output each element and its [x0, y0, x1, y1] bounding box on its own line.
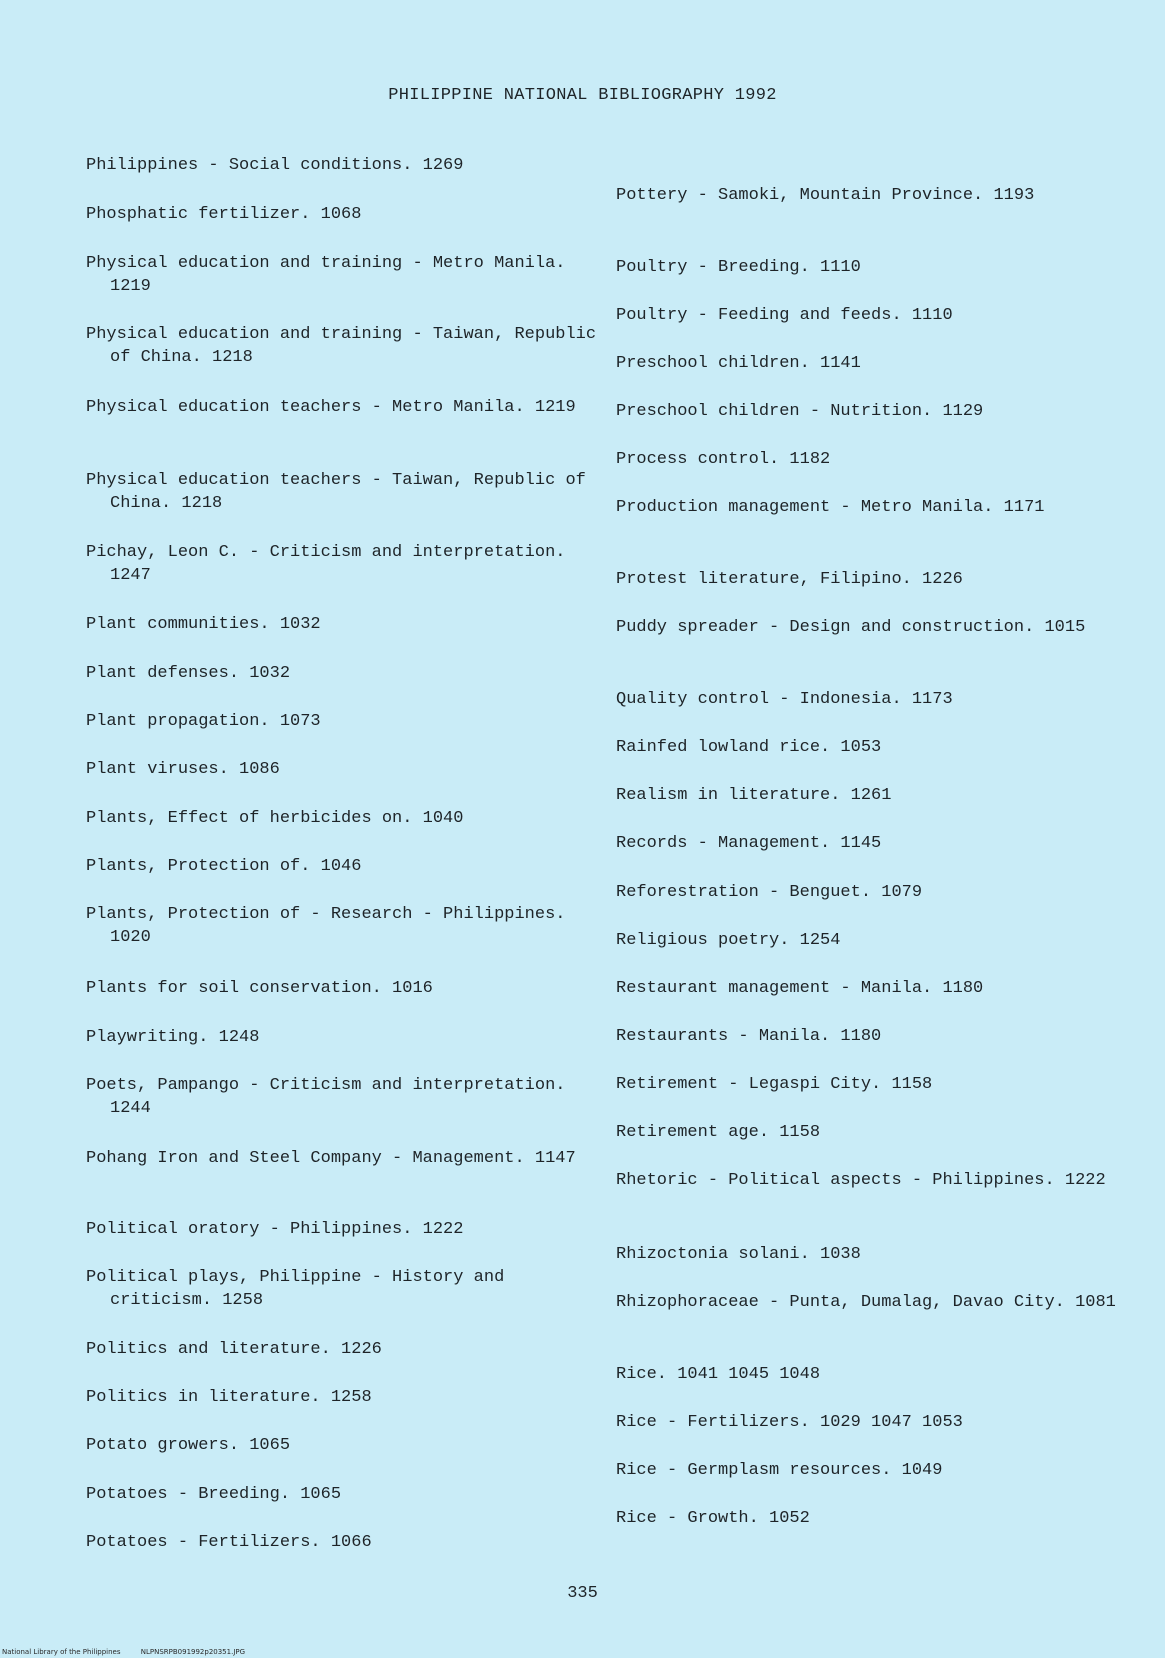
- index-entry: Pottery - Samoki, Mountain Province. 1193: [616, 186, 1035, 205]
- index-entry: Poultry - Breeding. 1110: [616, 258, 861, 277]
- index-entry: Pohang Iron and Steel Company - Management. 1147: [86, 1149, 576, 1168]
- index-entry: Rhetoric - Political aspects - Philippines. 1222: [616, 1171, 1106, 1190]
- index-entry: Physical education and training - Metro Manila. 1219: [86, 254, 566, 296]
- index-entry: Records - Management. 1145: [616, 834, 882, 853]
- index-entry: Rice - Growth. 1052: [616, 1509, 810, 1528]
- index-entry: Plant communities. 1032: [86, 615, 321, 634]
- index-entry: Playwriting. 1248: [86, 1028, 260, 1047]
- index-entry: Phosphatic fertilizer. 1068: [86, 205, 362, 224]
- index-entry: Restaurant management - Manila. 1180: [616, 979, 984, 998]
- index-entry: Pichay, Leon C. - Criticism and interpretation. 1247: [86, 543, 566, 585]
- index-entry: Physical education and training - Taiwan, Republic of China. 1218: [86, 325, 597, 367]
- index-entry: Plant defenses. 1032: [86, 664, 291, 683]
- index-entry: Quality control - Indonesia. 1173: [616, 690, 953, 709]
- index-entry: Process control. 1182: [616, 450, 831, 469]
- index-entry: Plants for soil conservation. 1016: [86, 979, 433, 998]
- file-name: NLPNSRPB091992p20351.JPG: [140, 1648, 246, 1656]
- index-entry: Production management - Metro Manila. 1171: [616, 498, 1045, 517]
- index-entry: Plant viruses. 1086: [86, 760, 280, 779]
- index-entry: Preschool children - Nutrition. 1129: [616, 402, 984, 421]
- index-entry: Plants, Protection of - Research - Philippines. 1020: [86, 905, 566, 947]
- page-number: 335: [567, 1584, 598, 1603]
- index-entry: Politics in literature. 1258: [86, 1388, 372, 1407]
- index-entry: Political plays, Philippine - History and criticism. 1258: [86, 1268, 505, 1310]
- index-entry: Physical education teachers - Metro Manila. 1219: [86, 398, 576, 417]
- index-entry: Puddy spreader - Design and construction. 1015: [616, 618, 1086, 637]
- index-entry: Philippines - Social conditions. 1269: [86, 156, 464, 175]
- index-entry: Physical education teachers - Taiwan, Republic of China. 1218: [86, 471, 586, 513]
- index-entry: Realism in literature. 1261: [616, 786, 892, 805]
- index-entry: Rice. 1041 1045 1048: [616, 1365, 821, 1384]
- index-entry: Reforestration - Benguet. 1079: [616, 883, 923, 902]
- index-entry: Politics and literature. 1226: [86, 1340, 382, 1359]
- index-entry: Potatoes - Fertilizers. 1066: [86, 1533, 372, 1552]
- index-entry: Plants, Protection of. 1046: [86, 857, 362, 876]
- index-entry: Protest literature, Filipino. 1226: [616, 570, 963, 589]
- index-entry: Retirement age. 1158: [616, 1123, 821, 1142]
- index-entry: Plants, Effect of herbicides on. 1040: [86, 809, 464, 828]
- index-entry: Rhizoctonia solani. 1038: [616, 1245, 861, 1264]
- page-title: PHILIPPINE NATIONAL BIBLIOGRAPHY 1992: [388, 86, 777, 105]
- library-credit: National Library of the Philippines: [2, 1648, 121, 1656]
- index-entry: Potatoes - Breeding. 1065: [86, 1485, 342, 1504]
- index-entry: Plant propagation. 1073: [86, 712, 321, 731]
- index-entry: Rice - Germplasm resources. 1049: [616, 1461, 943, 1480]
- index-entry: Rice - Fertilizers. 1029 1047 1053: [616, 1413, 963, 1432]
- index-entry: Retirement - Legaspi City. 1158: [616, 1075, 933, 1094]
- index-entry: Potato growers. 1065: [86, 1436, 291, 1455]
- index-entry: Religious poetry. 1254: [616, 931, 841, 950]
- index-entry: Political oratory - Philippines. 1222: [86, 1220, 464, 1239]
- index-entry: Rainfed lowland rice. 1053: [616, 738, 882, 757]
- index-entry: Rhizophoraceae - Punta, Dumalag, Davao City. 1081: [616, 1293, 1116, 1312]
- scan-footer: [2, 1648, 263, 1656]
- index-entry: Poets, Pampango - Criticism and interpretation. 1244: [86, 1076, 566, 1118]
- index-entry: Poultry - Feeding and feeds. 1110: [616, 306, 953, 325]
- index-entry: Preschool children. 1141: [616, 354, 861, 373]
- index-entry: Restaurants - Manila. 1180: [616, 1027, 882, 1046]
